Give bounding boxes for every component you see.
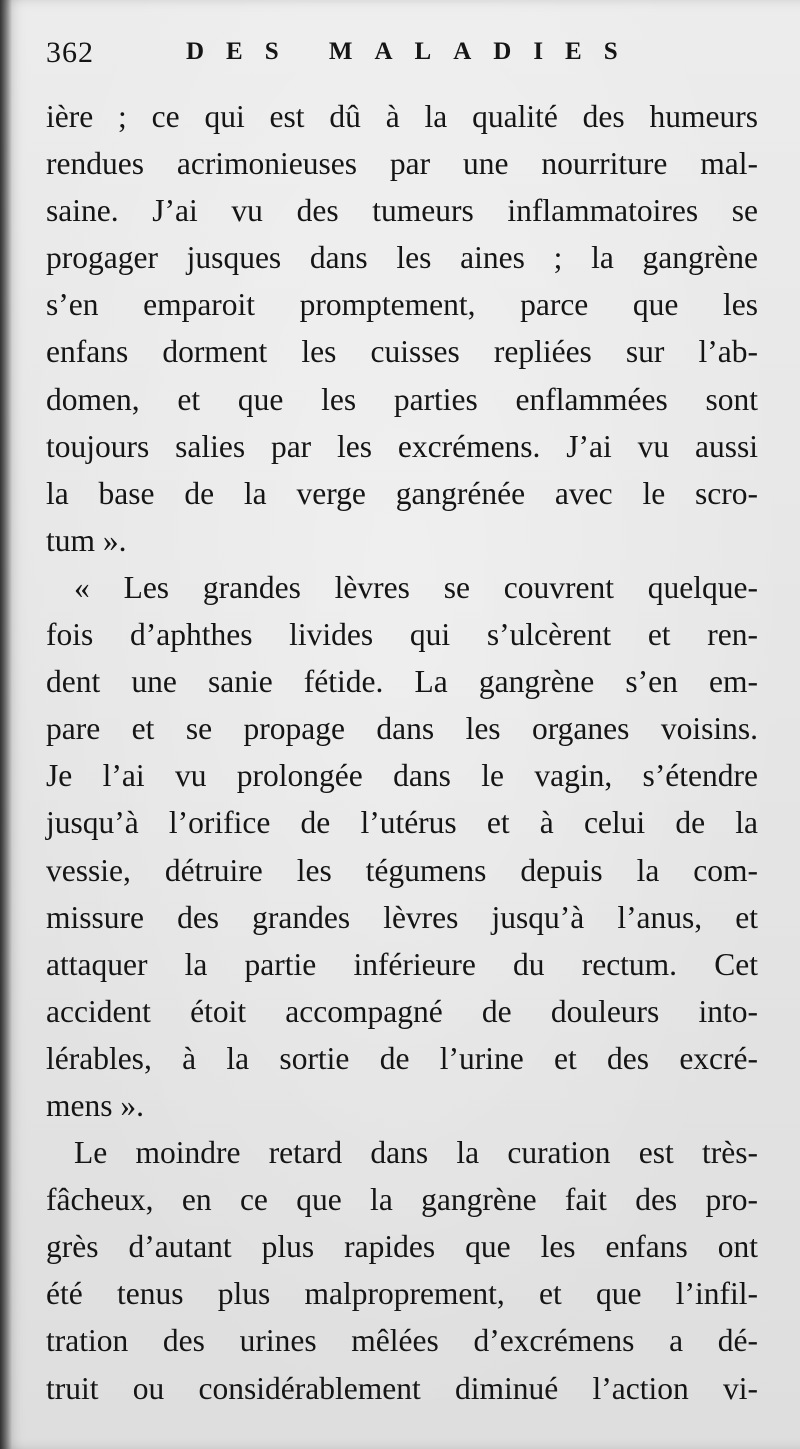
text-line: missure des grandes lèvres jusqu’à l’anus, et bbox=[46, 899, 758, 935]
text-line: Le moindre retard dans la curation est très- bbox=[74, 1135, 758, 1171]
text-line: accident étoit accompagné de douleurs into- bbox=[46, 993, 758, 1029]
paragraph-2 bbox=[46, 564, 758, 1129]
text-line: jusqu’à l’orifice de l’utérus et à celui de la bbox=[46, 805, 758, 841]
paragraph-1 bbox=[46, 93, 758, 564]
text-line: s’en emparoit promptement, parce que les bbox=[46, 287, 758, 323]
text-line: grès d’autant plus rapides que les enfans ont bbox=[46, 1229, 758, 1265]
text-line: toujours salies par les excrémens. J’ai vu aussi bbox=[46, 428, 758, 464]
page-header bbox=[46, 36, 746, 84]
text-line: ière ; ce qui est dû à la qualité des humeurs bbox=[46, 99, 758, 134]
text-line: truit ou considérablement diminué l’action vi- bbox=[46, 1370, 758, 1406]
page-gutter-shadow bbox=[0, 0, 12, 1449]
text-line: vessie, détruire les tégumens depuis la com- bbox=[46, 852, 758, 888]
text-line: lérables, à la sortie de l’urine et des excré- bbox=[46, 1040, 758, 1076]
text-line: saine. J’ai vu des tumeurs inflammatoires se bbox=[46, 193, 758, 229]
text-line: dent une sanie fétide. La gangrène s’en em- bbox=[46, 664, 758, 700]
running-title: DES MALADIES bbox=[186, 38, 640, 65]
text-line: attaquer la partie inférieure du rectum. Cet bbox=[46, 946, 758, 982]
text-line: Je l’ai vu prolongée dans le vagin, s’étendre bbox=[46, 758, 758, 794]
text-line: « Les grandes lèvres se couvrent quelque- bbox=[74, 569, 758, 605]
text-line: fois d’aphthes livides qui s’ulcèrent et ren- bbox=[46, 617, 758, 653]
text-line: domen, et que les parties enflammées sont bbox=[46, 381, 758, 417]
text-line: fâcheux, en ce que la gangrène fait des pro- bbox=[46, 1182, 758, 1218]
text-line: été tenus plus malproprement, et que l’infil- bbox=[46, 1276, 758, 1312]
text-line: la base de la verge gangrénée avec le scro- bbox=[46, 475, 758, 511]
text-line: rendues acrimonieuses par une nourriture mal- bbox=[46, 146, 758, 182]
body-text bbox=[46, 93, 758, 1412]
text-line: enfans dorment les cuisses repliées sur l’ab- bbox=[46, 334, 758, 370]
paragraph-3 bbox=[46, 1129, 758, 1412]
page-number: 362 bbox=[46, 36, 94, 69]
text-line: tum ». bbox=[46, 522, 127, 558]
text-line: pare et se propage dans les organes voisins. bbox=[46, 711, 758, 747]
text-line: tration des urines mêlées d’excrémens a dé- bbox=[46, 1323, 758, 1359]
text-line: mens ». bbox=[46, 1087, 144, 1123]
text-line: progager jusques dans les aines ; la gangrène bbox=[46, 240, 758, 276]
